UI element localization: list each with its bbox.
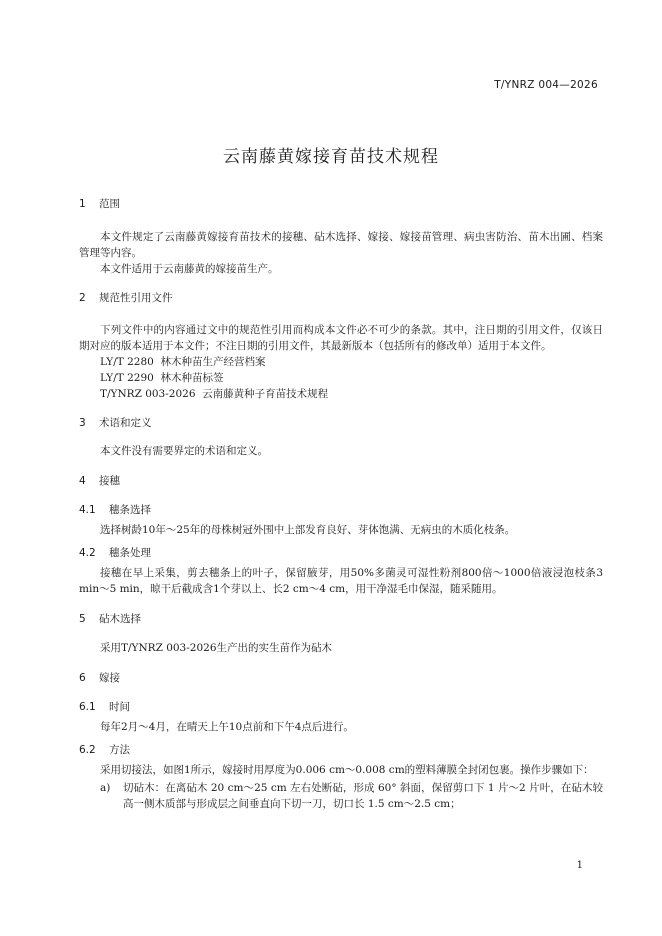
reference-item: T/YNRZ 003-2026 云南藤黄种子育苗技术规程 <box>100 388 329 400</box>
list-marker: a) <box>100 782 111 794</box>
paragraph: 选择树龄10年～25年的母株树冠外围中上部发育良好、芽体饱满、无病虫的木质化枝条。 <box>100 524 516 536</box>
section-heading-grafting <box>79 670 603 686</box>
paragraph: 本文件适用于云南藤黄的嫁接苗生产。 <box>100 263 279 275</box>
subsection-heading-4-2 <box>79 545 603 561</box>
subsection-number: 6.2 <box>79 744 96 756</box>
subsection-title: 穗条选择 <box>109 504 151 516</box>
paragraph: 采用T/YNRZ 003-2026生产出的实生苗作为砧木 <box>100 642 333 654</box>
document-body <box>79 196 603 812</box>
paragraph: 每年2月～4月，在晴天上午10点前和下午4点后进行。 <box>100 721 354 733</box>
section-number: 3 <box>79 417 86 429</box>
subsection-heading-6-2 <box>79 742 603 758</box>
paragraph: 下列文件中的内容通过文中的规范性引用而构成本文件必不可少的条款。其中，注日期的引用文件，仅该日期对应的版本适用于本文件；不注日期的引用文件，其最新版本（包括所有的修改单）适用于本文件。 <box>79 324 603 352</box>
paragraph: 采用切接法，如图1所示，嫁接时用厚度为0.006 cm～0.008 cm的塑料薄膜全封闭包裹。操作步骤如下： <box>100 764 594 776</box>
list-item-text: 切砧木：在离砧木 20 cm～25 cm 左右处断砧，形成 60° 斜面，保留剪口下 1 片～2 片叶，在砧木较高一侧木质部与形成层之间垂直向下切一刀，切口长 1.5 cm～2.5 cm； <box>123 782 603 810</box>
section-number: 5 <box>79 613 86 625</box>
section-number: 4 <box>79 475 86 487</box>
paragraph: 本文件没有需要界定的术语和定义。 <box>100 445 268 457</box>
section-heading-terms <box>79 415 603 431</box>
document-title: 云南藤黄嫁接育苗技术规程 <box>223 147 439 167</box>
section-number: 6 <box>79 672 86 684</box>
section-heading-scion <box>79 473 603 489</box>
page-number: 1 <box>576 860 583 871</box>
section-title: 术语和定义 <box>99 417 152 429</box>
section-heading-rootstock <box>79 611 603 627</box>
section-number: 2 <box>79 292 86 304</box>
subsection-title: 穗条处理 <box>109 547 151 559</box>
section-title: 砧木选择 <box>99 613 141 625</box>
paragraph: 本文件规定了云南藤黄嫁接育苗技术的接穗、砧木选择、嫁接、嫁接苗管理、病虫害防治、苗木出圃、档案管理等内容。 <box>79 231 603 259</box>
section-heading-scope <box>79 196 603 212</box>
subsection-heading-6-1 <box>79 699 603 715</box>
subsection-number: 4.1 <box>79 504 96 516</box>
subsection-heading-4-1 <box>79 502 603 518</box>
subsection-number: 4.2 <box>79 547 96 559</box>
section-title: 范围 <box>99 198 120 210</box>
subsection-title: 时间 <box>109 701 130 713</box>
section-heading-normative-references <box>79 290 603 306</box>
section-title: 嫁接 <box>99 672 120 684</box>
paragraph: 接穗在早上采集，剪去穗条上的叶子，保留腋芽，用50%多菌灵可湿性粉剂800倍～1000倍液浸泡枝条3 min～5 min，晾干后截成含1个芽以上、长2 cm～4 cm，用干净湿毛巾保湿，随采随用。 <box>79 567 603 595</box>
section-title: 接穗 <box>99 475 120 487</box>
section-title: 规范性引用文件 <box>99 292 173 304</box>
section-number: 1 <box>79 198 86 210</box>
list-item <box>79 780 603 812</box>
reference-item: LY/T 2280 林木种苗生产经营档案 <box>100 356 266 368</box>
subsection-number: 6.1 <box>79 701 96 713</box>
subsection-title: 方法 <box>109 744 130 756</box>
document-code: T/YNRZ 004—2026 <box>494 79 598 91</box>
reference-item: LY/T 2290 林木种苗标签 <box>100 372 224 384</box>
